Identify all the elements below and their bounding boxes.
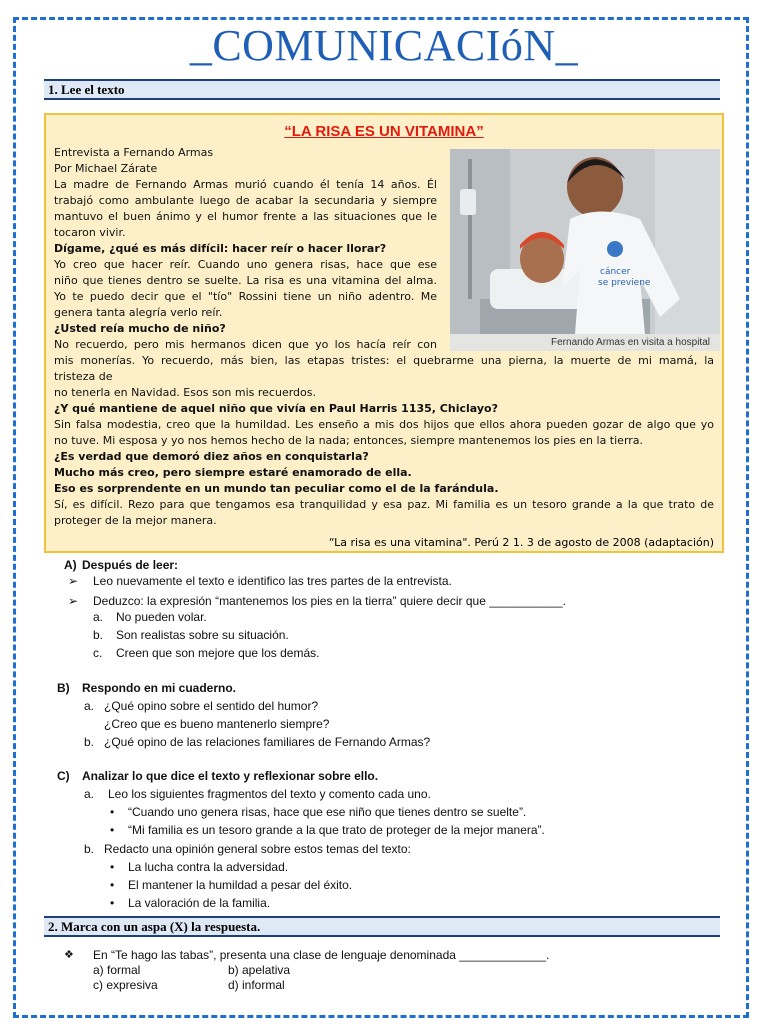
dot-bullet-icon: • [110, 805, 115, 819]
quote-text: “Mi familia es un tesoro grande a la que trato de proteger de la mejor manera”. [128, 823, 545, 837]
reading-line: La madre de Fernando Armas murió cuando él tenía 14 años. Él [54, 178, 437, 191]
option-marker: a. [93, 610, 104, 624]
section-b-heading: Respondo en mi cuaderno. [82, 681, 237, 695]
section-a-label: A) [64, 558, 77, 572]
reading-line: Yo te puedo decir que el "tío" Rossini tiene un niño adentro. Me [54, 290, 437, 303]
question-text: ¿Creo que es bueno mantenerlo siempre? [104, 717, 330, 731]
svg-text:se previene: se previene [598, 278, 651, 288]
section-c-heading: Analizar lo que dice el texto y reflexionar sobre ello. [82, 769, 379, 783]
diamond-bullet-icon: ❖ [64, 949, 74, 961]
reading-line: Por Michael Zárate [54, 162, 158, 175]
section-1-heading: 1. Lee el texto [44, 79, 720, 100]
instruction-text: Deduzco: la expresión “mantenemos los pies en la tierra” quiere decir que ___________. [93, 594, 566, 608]
reading-source: “La risa es una vitamina". Perú 2 1. 3 de agosto de 2008 (adaptación) [328, 536, 714, 549]
interview-question: ¿Usted reía mucho de niño? [54, 322, 226, 335]
interview-question: Dígame, ¿qué es más difícil: hacer reír o hacer llorar? [54, 242, 387, 255]
reading-line: mantuvo el buen ánimo y el humor frente a las situaciones que le [54, 210, 437, 223]
interview-question: Eso es sorprendente en un mundo tan peculiar como el de la farándula. [54, 482, 499, 495]
section-b-label: B) [57, 681, 70, 695]
option-text: Son realistas sobre su situación. [116, 628, 289, 642]
hospital-visit-image [450, 149, 720, 351]
reading-line: Sin falsa modestia, creo que la humildad. Les enseño a mis dos hijos que ellos ahora pueden gozar de algo que yo [54, 418, 714, 431]
topic-text: La valoración de la familia. [128, 896, 271, 910]
reading-line: genera tanta alegría verlo reír. [54, 306, 223, 319]
reading-line: niño que tienes dentro se suelte. La risa es una vitamina del alma. [54, 274, 437, 287]
question-text: ¿Qué opino de las relaciones familiares de Fernando Armas? [104, 735, 431, 749]
item-marker: a. [84, 787, 95, 801]
quote-text: “Cuando uno genera risas, hace que ese niño que tienes dentro se suelte”. [128, 805, 527, 819]
item-marker: a. [84, 699, 95, 713]
dot-bullet-icon: • [110, 823, 115, 837]
interview-photo [450, 149, 720, 351]
answer-option[interactable]: a) formal [93, 963, 141, 977]
reading-line: no tuve. Mi esposa y yo nos hemos hecho de la nada; entonces, siempre mantenemos los pies en la tierra. [54, 434, 644, 447]
section-c-label: C) [57, 769, 70, 783]
dot-bullet-icon: • [110, 860, 115, 874]
reading-title: “LA RISA ES UN VITAMINA” [284, 123, 484, 140]
option-marker: b. [93, 628, 104, 642]
section-2-heading: 2. Marca con un aspa (X) la respuesta. [44, 916, 720, 937]
arrow-bullet-icon: ➢ [68, 594, 79, 608]
arrow-bullet-icon: ➢ [68, 574, 79, 588]
reading-line: tocaron vivir. [54, 226, 126, 239]
dot-bullet-icon: • [110, 878, 115, 892]
interview-question: ¿Es verdad que demoró diez años en conquistarla? [54, 450, 369, 463]
section-a-heading: Después de leer: [82, 558, 179, 572]
topic-text: El mantener la humildad a pesar del éxito. [128, 878, 353, 892]
reading-line: trabajó como ambulante luego de acabar la secundaria y siempre [54, 194, 437, 207]
answer-option[interactable]: c) expresiva [93, 978, 158, 992]
topic-text: La lucha contra la adversidad. [128, 860, 289, 874]
answer-option[interactable]: b) apelativa [228, 963, 291, 977]
instruction-text: Leo los siguientes fragmentos del texto y comento cada uno. [108, 787, 431, 801]
interview-question: Mucho más creo, pero siempre estaré enamorado de ella. [54, 466, 412, 479]
dot-bullet-icon: • [110, 896, 115, 910]
reading-line: Sí, es difícil. Rezo para que tengamos esa tranquilidad y esa paz. Mi familia es un tesoro grande a la que trato de [54, 498, 714, 511]
reading-line: tristeza de [54, 370, 113, 383]
option-marker: c. [93, 646, 103, 660]
item-marker: b. [84, 842, 95, 856]
interview-question: ¿Y qué mantiene de aquel niño que vivía en Paul Harris 1135, Chiclayo? [54, 402, 498, 415]
reading-line: mis monerías. Yo recuerdo, más bien, las etapas tristes: el quebrarme una pierna, la muerte de mi mamá, la [54, 354, 714, 367]
photo-caption: Fernando Armas en visita a hospital [450, 334, 720, 351]
reading-line: no tenerla en Navidad. Esos son mis recuerdos. [54, 386, 316, 399]
page-title: _COMUNICACIóN_ [189, 21, 579, 70]
option-text: No pueden volar. [116, 610, 207, 624]
instruction-text: Leo nuevamente el texto e identifico las tres partes de la entrevista. [93, 574, 452, 588]
option-text: Creen que son mejore que los demás. [116, 646, 320, 660]
instruction-text: Redacto una opinión general sobre estos temas del texto: [104, 842, 411, 856]
reading-line: Yo creo que hacer reír. Cuando uno genera risas, hace que ese [54, 258, 437, 271]
reading-line: proteger de la mejor manera. [54, 514, 217, 527]
question-text: En “Te hago las tabas”, presenta una clase de lenguaje denominada _____________. [93, 948, 550, 962]
answer-option[interactable]: d) informal [228, 978, 285, 992]
item-marker: b. [84, 735, 95, 749]
svg-text:cáncer: cáncer [600, 267, 631, 277]
reading-line: No recuerdo, pero mis hermanos dicen que yo los hacía reír con [54, 338, 437, 351]
reading-box [44, 113, 724, 553]
question-text: ¿Qué opino sobre el sentido del humor? [104, 699, 319, 713]
reading-line: Entrevista a Fernando Armas [54, 146, 214, 159]
